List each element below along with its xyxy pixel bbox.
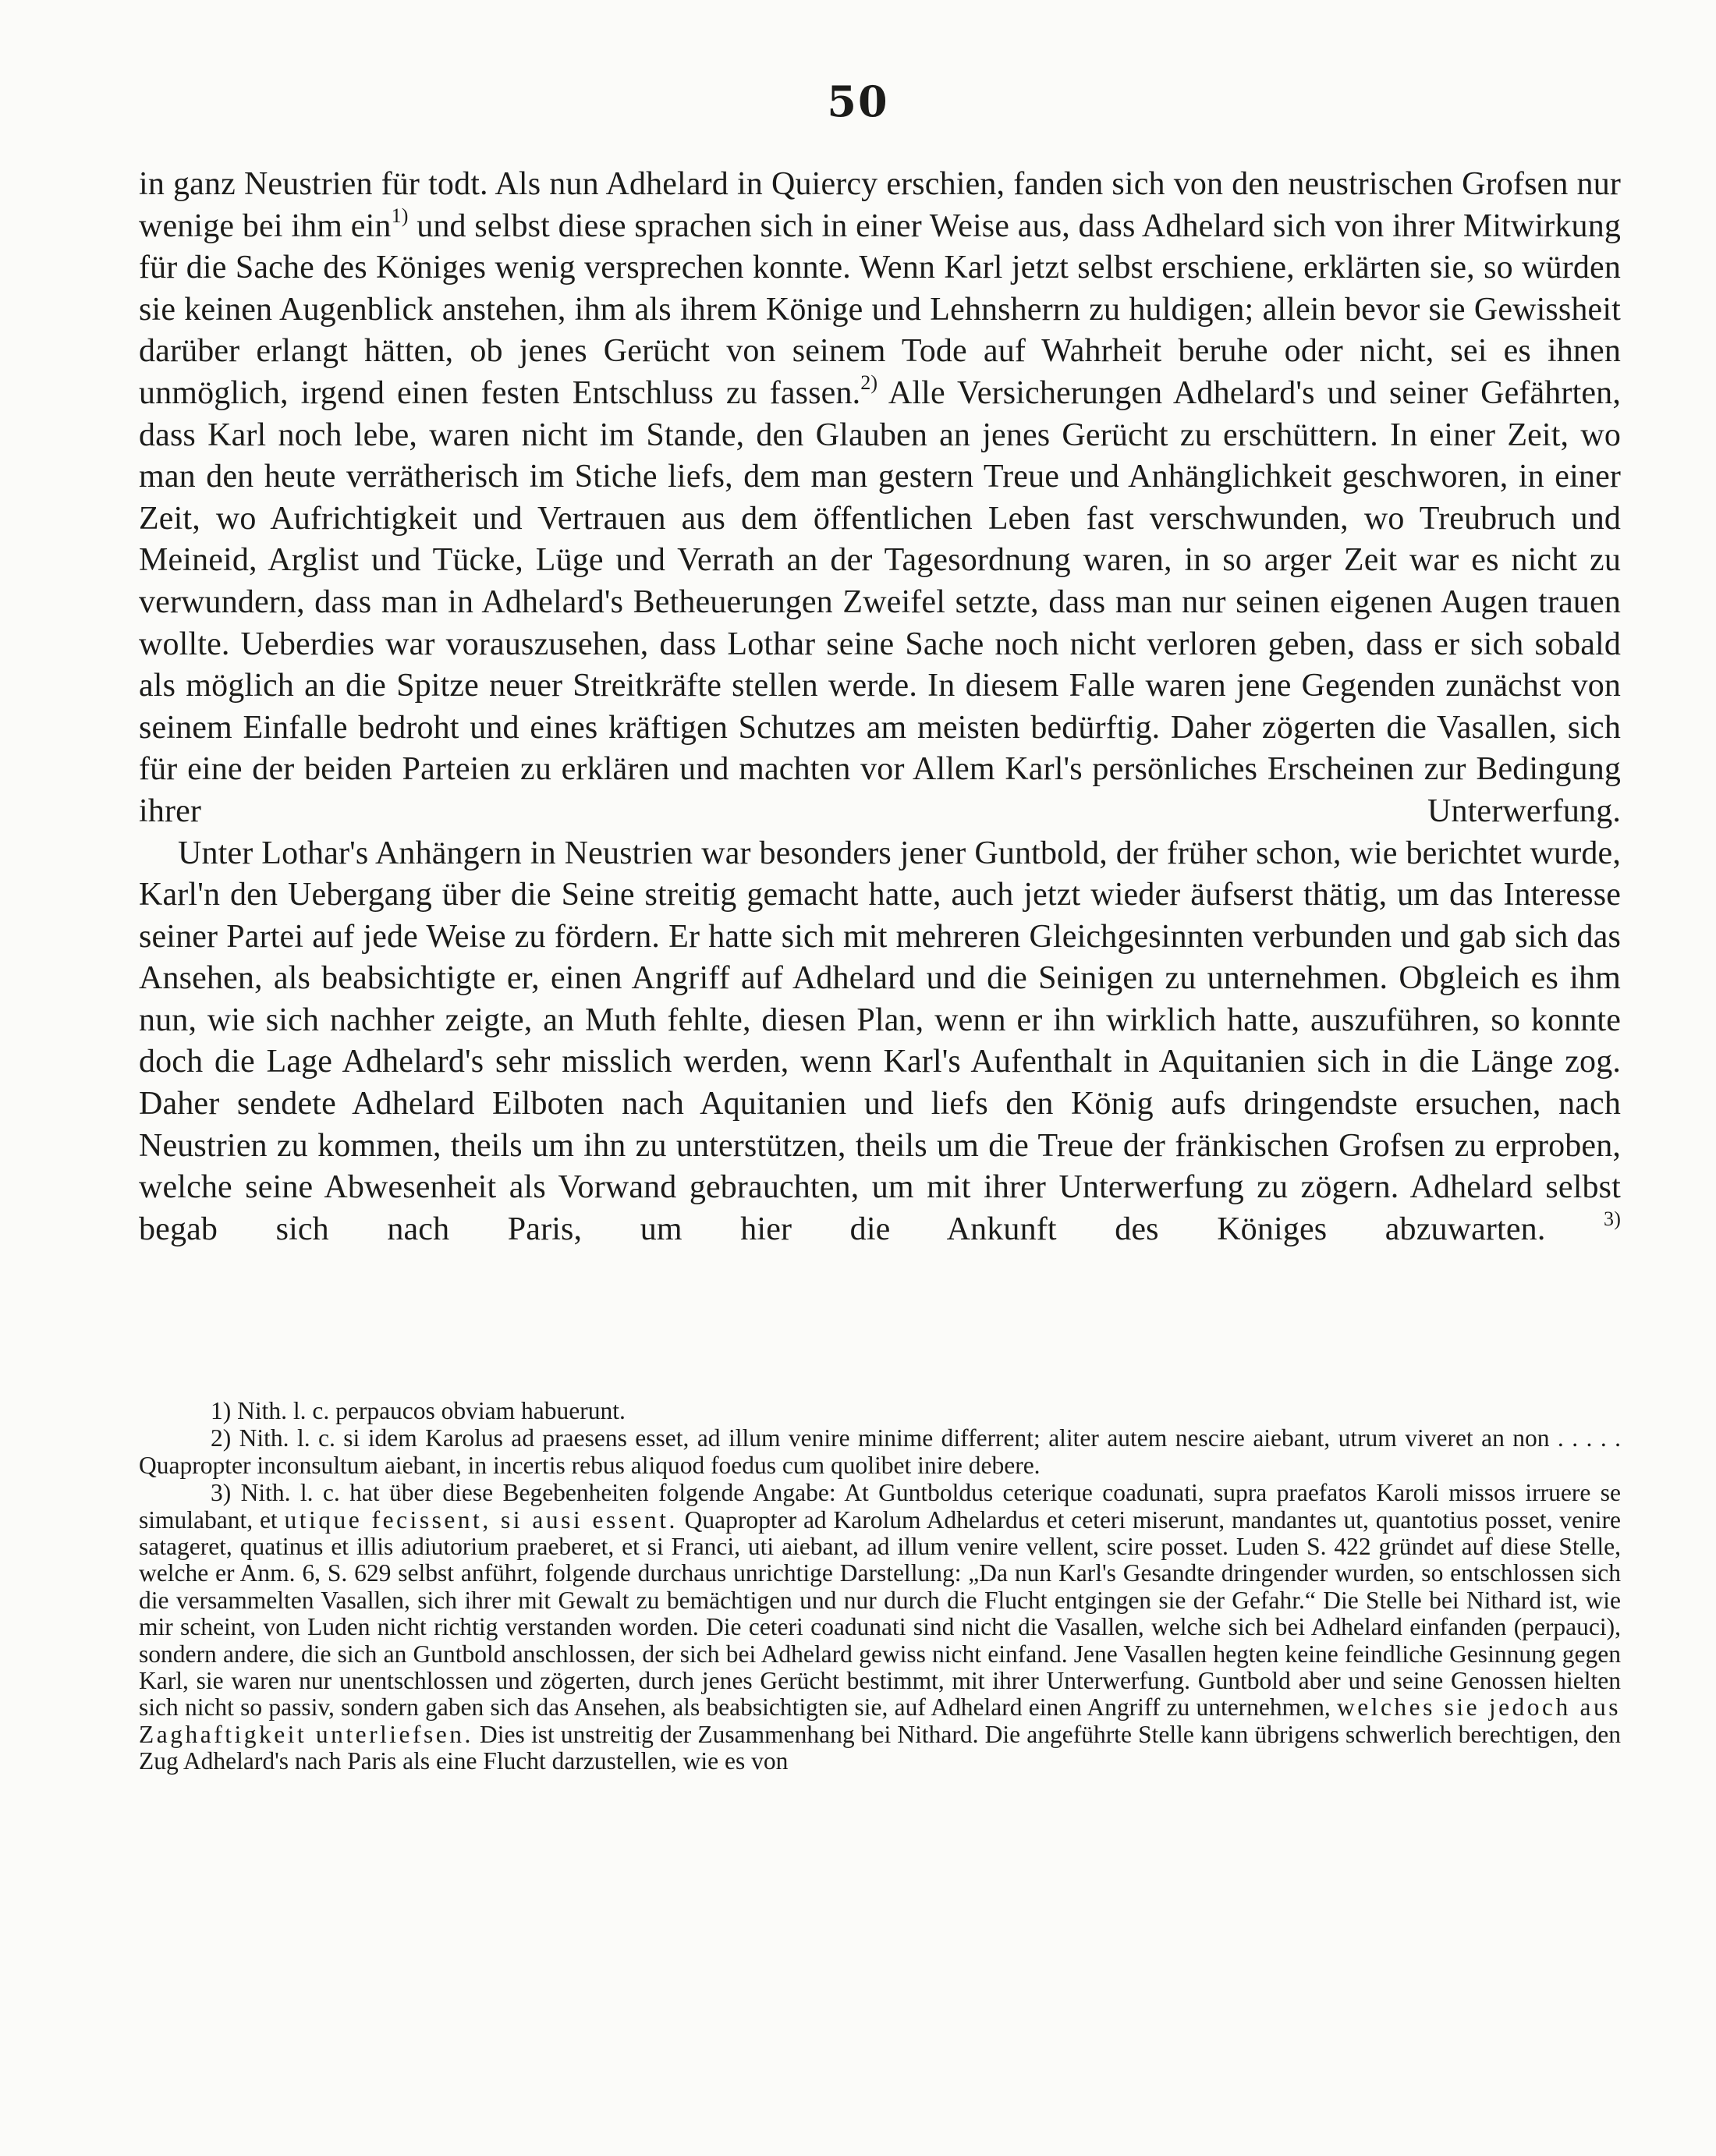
footnotes [139,1398,1621,1775]
page-number: 50 [827,76,889,126]
footnote-reference: 1) [391,204,409,227]
footnote-reference: 2) [860,371,878,394]
paragraph-text: in ganz Neustrien für todt. Als nun Adhelard in Quiercy erschien, fanden sich von den neustrischen Grofsen nur wenige bei ihm ein [139,166,1621,244]
footnote-reference: 3) [1604,1207,1622,1230]
footnote-spaced-text: utique fecissent, si ausi essent. [284,1505,678,1534]
footnote-text: Dies ist unstreitig der Zusammenhang bei Nithard. Die angeführte Stelle kann übrigens schwerlich berechtigen, den Zug Adhelard's nach Paris als eine Flucht darzustellen, wie es von [139,1720,1622,1775]
footnote-text: 3) Nith. l. c. hat über diese Begebenheiten folgende Angabe: At Guntboldus ceterique coadunati, supra praefatos Karoli missos irruere se simulabant, et [139,1479,1621,1534]
paragraph-text: und selbst diese sprachen sich in einer Weise aus, dass Adhelard sich von ihrer Mitwirkung für die Sache des Königes wenig versprechen konnte. Wenn Karl jetzt selbst erschiene, erklärten sie, so würden sie keinen Augenblick anstehen, ihm als ihrem Könige und Lehnsherrn zu huldigen; allein bevor sie Gewissheit darüber erlangt hätten, ob jenes Gerücht von seinem Tode auf Wahrheit beruhe oder nicht, sei es ihnen unmöglich, irgend einen festen Entschluss zu fassen. [139,207,1622,411]
footnote: 1) Nith. l. c. perpaucos obviam habuerunt. [211,1397,626,1424]
footnote [139,1480,1621,1775]
paragraph [139,164,1621,833]
footnote-text: Quapropter ad Karolum Adhelardus et ceteri miserunt, mandantes ut, quantotius posset, venire satageret, quatinus et illis adiutorium praeberet, et si Franci, uti aiebant, ad illum venire vellent, scire posset. Luden S. 422 gründet auf diese Stelle, welche er Anm. 6, S. 629 selbst anführt, folgende durchaus unrichtige Darstellung: „Da nun Karl's Gesandte dringender wurden, so entschlossen sich die versammelten Vasallen, sich ihrer mit Gewalt zu bemächtigen und nur durch die Flucht entgingen sie der Gefahr.“ Die Stelle bei Nithard ist, wie mir scheint, von Luden nicht richtig verstanden worden. Die ceteri coadunati sind nicht die Vasallen, welche sich bei Adhelard einfanden (perpauci), sondern andere, die sich an Guntbold anschlossen, der sich bei Adhelard gewiss nicht einfand. Jene Vasallen hegten keine feindliche Gesinnung gegen Karl, sie waren nur unentschlossen und zögerten, durch jenes Gerücht bestimmt, mit ihrer Unterwerfung. Guntbold aber und seine Genossen hielten sich nicht so passiv, sondern gaben sich das Ansehen, als beabsichtigten sie, auf Adhelard einen Angriff zu unternehmen, [139,1505,1621,1722]
main-text [139,164,1621,1250]
paragraph-text: Alle Versicherungen Adhelard's und seiner Gefährten, dass Karl noch lebe, waren nicht im Stande, den Glauben an jenes Gerücht zu erschüttern. In einer Zeit, wo man den heute verrätherisch im Stiche liefs, dem man gestern Treue und Anhänglichkeit geschworen, in einer Zeit, wo Aufrichtigkeit und Vertrauen aus dem öffentlichen Leben fast verschwunden, wo Treubruch und Meineid, Arglist und Tücke, Lüge und Verrath an der Tagesordnung waren, in so arger Zeit war es nicht zu verwundern, dass man in Adhelard's Betheuerungen Zweifel setzte, dass man nur seinen eigenen Augen trauen wollte. Ueberdies war vorauszusehen, dass Lothar seine Sache noch nicht verloren geben, dass er sich sobald als möglich an die Spitze neuer Streitkräfte stellen werde. In diesem Falle waren jene Gegenden zunächst von seinem Einfalle bedroht und eines kräftigen Schutzes am meisten bedürftig. Daher zögerten die Vasallen, sich für eine der beiden Parteien zu erklären und machten vor Allem Karl's persönliches Erscheinen zur Bedingung ihrer Unterwerfung. [139,374,1621,829]
paragraph [139,833,1621,1251]
footnote-spaced-text: welches sie jedoch aus Zaghaftigkeit unterliefsen. [139,1693,1621,1748]
footnote: 2) Nith. l. c. si idem Karolus ad praesens esset, ad illum venire minime differrent; aliter autem nescire aiebant, utrum viveret an non . . . . . Quapropter inconsultum aiebant, in incertis rebus aliquod foedus cum quolibet inire debere. [139,1424,1621,1479]
paragraph-text: Unter Lothar's Anhängern in Neustrien war besonders jener Guntbold, der früher schon, wie berichtet wurde, Karl'n den Uebergang über die Seine streitig gemacht hatte, auch jetzt wieder äufserst thätig, um das Interesse seiner Partei auf jede Weise zu fördern. Er hatte sich mit mehreren Gleichgesinnten verbunden und gab sich das Ansehen, als beabsichtigte er, einen Angriff auf Adhelard und die Seinigen zu unternehmen. Obgleich es ihm nun, wie sich nachher zeigte, an Muth fehlte, diesen Plan, wenn er ihn wirklich hatte, auszuführen, so konnte doch die Lage Adhelard's sehr misslich werden, wenn Karl's Aufenthalt in Aquitanien sich in die Länge zog. Daher sendete Adhelard Eilboten nach Aquitanien und liefs den König aufs dringendste ersuchen, nach Neustrien zu kommen, theils um ihn zu unterstützen, theils um die Treue der fränkischen Grofsen zu erproben, welche seine Abwesenheit als Vorwand gebrauchten, um mit ihrer Unterwerfung zu zögern. Adhelard selbst begab sich nach Paris, um hier die Ankunft des Königes abzuwarten. [139,835,1621,1247]
